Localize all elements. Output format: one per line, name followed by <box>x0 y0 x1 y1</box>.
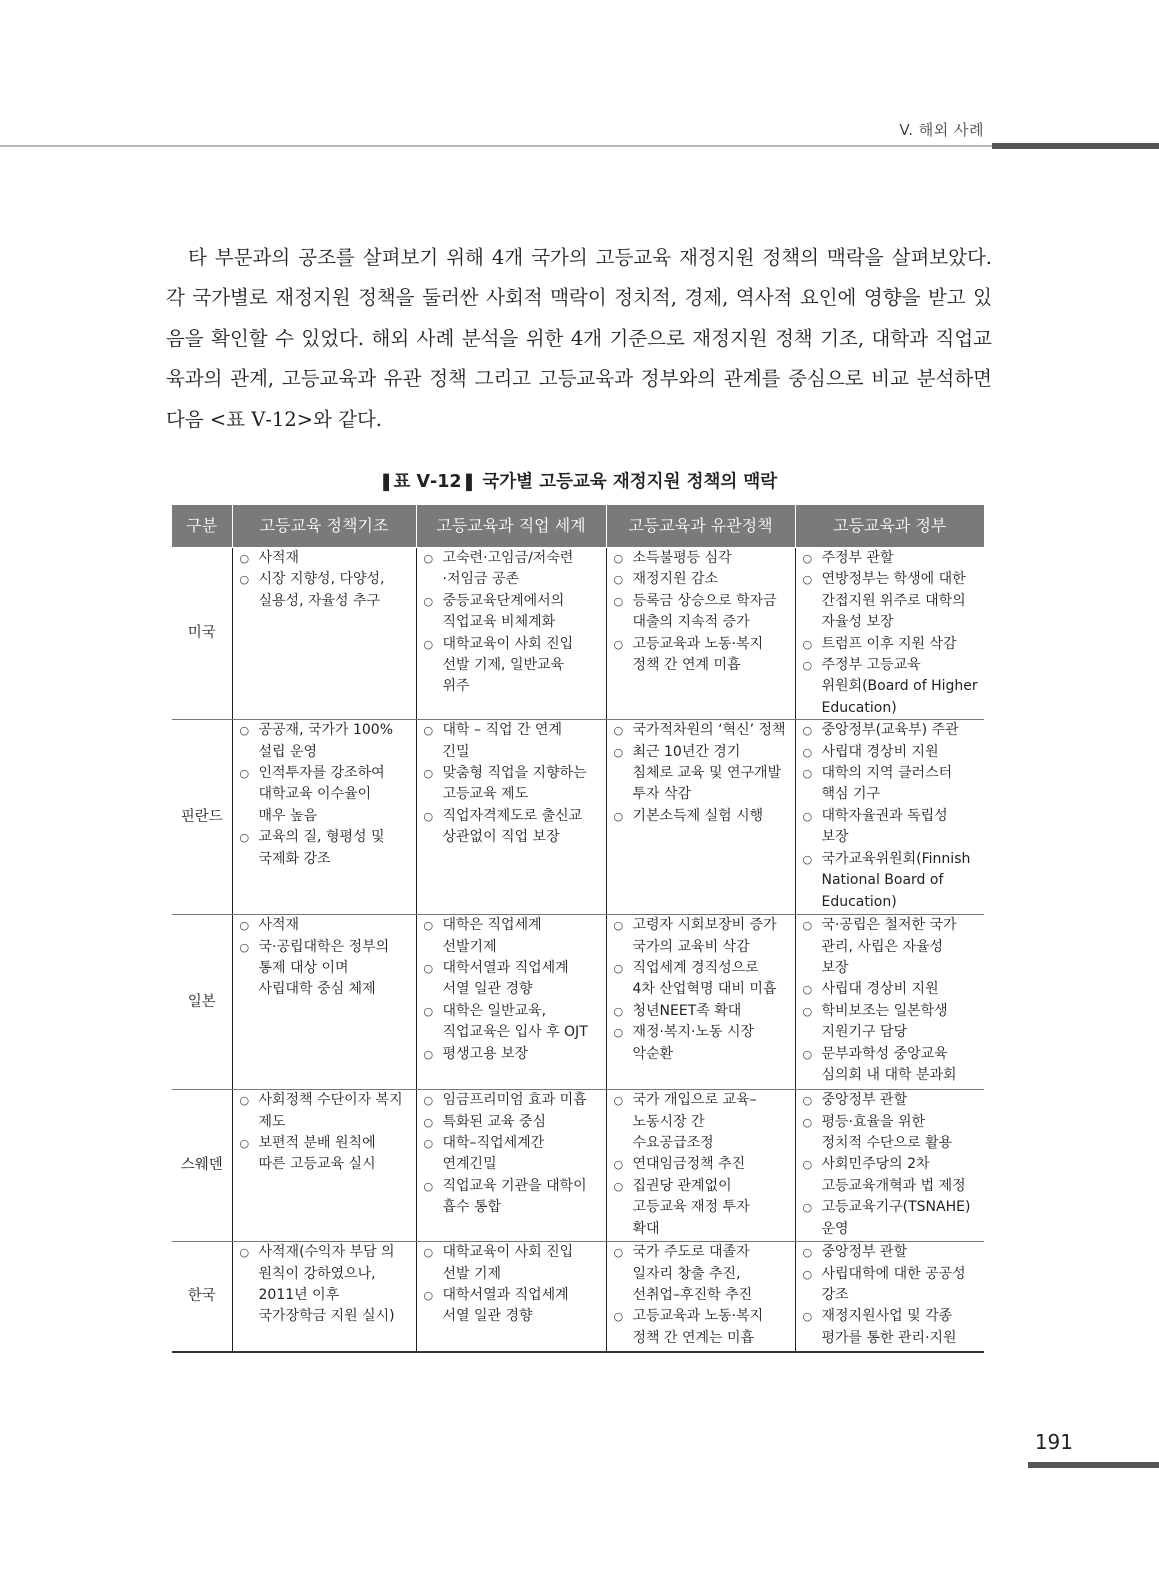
bullet-item: ○ 중등교육단계에서의 직업교육 비체계화 <box>421 591 604 634</box>
header-related-policy: 고등교육과 유관정책 <box>606 505 795 548</box>
bullet-list <box>800 915 983 1086</box>
footer-divider <box>1028 1462 1159 1468</box>
bullet-item: ○ 연대임금정책 추진 <box>611 1154 793 1175</box>
bullet-item: ○ 고등교육과 노동·복지 정책 간 연계는 미흡 <box>611 1306 793 1349</box>
bullet-item: ○ 고등교육과 노동·복지 정책 간 연계 미흡 <box>611 634 793 677</box>
bullet-list <box>800 1090 983 1240</box>
context-table-container <box>172 505 984 1353</box>
table-cell <box>606 720 795 915</box>
bullet-item: ○ 교육의 질, 형평성 및 국제화 강조 <box>237 827 414 870</box>
table-cell <box>232 1242 416 1352</box>
table-caption: ❚표 Ⅴ-12❚ 국가별 고등교육 재정지원 정책의 맥락 <box>378 472 778 492</box>
bullet-item: ○ 사립대 경상비 지원 <box>800 742 983 763</box>
bullet-item: ○ 사회민주당의 2차 고등교육개혁과 법 제정 <box>800 1154 983 1197</box>
bullet-item: ○ 사적재 <box>237 548 414 569</box>
bullet-item: ○ 등록금 상승으로 학자금 대출의 지속적 증가 <box>611 591 793 634</box>
bullet-item: ○ 대학교육이 사회 진입 선발 기제 <box>421 1242 604 1285</box>
bullet-item: ○ 주정부 고등교육 위원회(Board of Higher Education) <box>800 655 983 719</box>
bullet-item: ○ 소득불평등 심각 <box>611 548 793 569</box>
table-cell <box>795 1242 984 1352</box>
bullet-item: ○ 임금프리미엄 효과 미흡 <box>421 1090 604 1111</box>
table-cell <box>795 915 984 1090</box>
header-divider-accent <box>992 143 1159 149</box>
table-cell <box>606 1090 795 1242</box>
bullet-item: ○ 시장 지향성, 다양성, 실용성, 자율성 추구 <box>237 569 414 612</box>
bullet-list <box>237 720 414 870</box>
table-cell <box>416 720 606 915</box>
bullet-item: ○ 국·공립대학은 정부의 통제 대상 이며 사립대학 중심 체제 <box>237 937 414 1001</box>
bullet-list <box>237 1090 414 1176</box>
bullet-item: ○ 직업세계 경직성으로 4차 산업혁명 대비 미흡 <box>611 958 793 1001</box>
context-table <box>172 505 984 1353</box>
bullet-item: ○ 국가적차원의 ‘혁신’ 정책 <box>611 720 793 741</box>
bullet-item: ○ 트럼프 이후 지원 삭감 <box>800 634 983 655</box>
header-divider <box>0 145 992 147</box>
bullet-item: ○ 국·공립은 철저한 국가 관리, 사립은 자율성 보장 <box>800 915 983 979</box>
table-cell <box>416 915 606 1090</box>
bullet-item: ○ 직업교육 기관을 대학이 흡수 통합 <box>421 1176 604 1219</box>
bullet-list <box>237 548 414 612</box>
bullet-item: ○ 문부과학성 중앙교육 심의회 내 대학 분과회 <box>800 1044 983 1087</box>
table-body <box>172 548 984 1352</box>
table-cell <box>606 1242 795 1352</box>
bullet-item: ○ 사립대학에 대한 공공성 강조 <box>800 1264 983 1307</box>
table-cell <box>795 1090 984 1242</box>
bullet-item: ○ 사적재 <box>237 915 414 936</box>
bullet-item: ○ 맞춤형 직업을 지향하는 고등교육 제도 <box>421 763 604 806</box>
bullet-item: ○ 대학–직업세계간 연계긴밀 <box>421 1133 604 1176</box>
table-row <box>172 548 984 720</box>
table-cell <box>232 548 416 720</box>
bullet-list <box>800 1242 983 1349</box>
table-cell <box>416 1090 606 1242</box>
table-row <box>172 720 984 915</box>
table-cell <box>416 548 606 720</box>
country-cell: 핀란드 <box>172 720 232 915</box>
bullet-item: ○ 대학서열과 직업세계 서열 일관 경향 <box>421 958 604 1001</box>
header-category: 구분 <box>172 505 232 548</box>
bullet-item: ○ 평등·효율을 위한 정치적 수단으로 활용 <box>800 1112 983 1155</box>
bullet-list <box>421 1242 604 1328</box>
intro-paragraph: 타 부문과의 공조를 살펴보기 위해 4개 국가의 고등교육 재정지원 정책의 맥락을 살펴보았다. 각 국가별로 재정지원 정책을 둘러싼 사회적 맥락이 정치적, 경제, 역사적 요인에 영향을 받고 있음을 확인할 수 있었다. 해외 사례 분석을 위한 4개 기준으로 재정지원 정책 기조, 대학과 직업교육과의 관계, 고등교육과 유관 정책 그리고 고등교육과 정부와의 관계를 중심으로 비교 분석하면 다음 <표 Ⅴ-12>와 같다. <box>166 245 992 431</box>
bullet-item: ○ 국가교육위원회(Finnish National Board of Education) <box>800 849 983 913</box>
table-cell <box>795 548 984 720</box>
bullet-item: ○ 대학 – 직업 간 연계 긴밀 <box>421 720 604 763</box>
header-policy-basis: 고등교육 정책기조 <box>232 505 416 548</box>
country-cell: 일본 <box>172 915 232 1090</box>
bullet-item: ○ 재정·복지·노동 시장 악순환 <box>611 1022 793 1065</box>
bullet-list <box>611 915 793 1065</box>
bullet-item: ○ 고등교육기구(TSNAHE)운영 <box>800 1197 983 1240</box>
bullet-list <box>611 1242 793 1349</box>
table-cell <box>232 1090 416 1242</box>
country-cell: 스웨덴 <box>172 1090 232 1242</box>
bullet-list <box>421 1090 604 1218</box>
bullet-item: ○ 국가 개입으로 교육– 노동시장 간 수요공급조정 <box>611 1090 793 1154</box>
bullet-item: ○ 사적재(수익자 부담 의 원칙이 강하였으나, 2011년 이후 국가장학금 지원 실시) <box>237 1242 414 1328</box>
bullet-list <box>800 720 983 913</box>
table-cell <box>606 548 795 720</box>
bullet-item: ○ 기본소득제 실험 시행 <box>611 806 793 827</box>
bullet-list <box>611 548 793 676</box>
bullet-list <box>237 915 414 1001</box>
bullet-item: ○ 연방정부는 학생에 대한 간접지원 위주로 대학의 자율성 보장 <box>800 569 983 633</box>
table-row <box>172 1242 984 1352</box>
header-work-world: 고등교육과 직업 세계 <box>416 505 606 548</box>
bullet-item: ○ 대학의 지역 클러스터 핵심 기구 <box>800 763 983 806</box>
bullet-item: ○ 고숙련·고임금/저숙련 ·저임금 공존 <box>421 548 604 591</box>
page-number: 191 <box>1034 1430 1073 1454</box>
bullet-item: ○ 중앙정부 관할 <box>800 1090 983 1111</box>
bullet-item: ○ 중앙정부 관할 <box>800 1242 983 1263</box>
bullet-item: ○ 공공재, 국가가 100% 설립 운영 <box>237 720 414 763</box>
bullet-item: ○ 평생고용 보장 <box>421 1044 604 1065</box>
table-cell <box>232 720 416 915</box>
bullet-item: ○ 대학서열과 직업세계 서열 일관 경향 <box>421 1285 604 1328</box>
bullet-list <box>421 548 604 698</box>
table-cell <box>606 915 795 1090</box>
bullet-item: ○ 집권당 관계없이 고등교육 재정 투자 확대 <box>611 1176 793 1240</box>
bullet-list <box>611 720 793 827</box>
bullet-item: ○ 대학은 일반교육, 직업교육은 입사 후 OJT <box>421 1001 604 1044</box>
bullet-item: ○ 특화된 교육 중심 <box>421 1112 604 1133</box>
bullet-item: ○ 인적투자를 강조하여 대학교육 이수율이 매우 높음 <box>237 763 414 827</box>
bullet-list <box>611 1090 793 1240</box>
bullet-item: ○ 최근 10년간 경기 침체로 교육 및 연구개발 투자 삭감 <box>611 742 793 806</box>
bullet-item: ○ 보편적 분배 원칙에 따른 고등교육 실시 <box>237 1133 414 1176</box>
bullet-item: ○ 학비보조는 일본학생 지원기구 담당 <box>800 1001 983 1044</box>
table-row <box>172 915 984 1090</box>
table-header-row <box>172 505 984 548</box>
bullet-item: ○ 사립대 경상비 지원 <box>800 979 983 1000</box>
bullet-item: ○ 대학자율권과 독립성 보장 <box>800 806 983 849</box>
country-cell: 미국 <box>172 548 232 720</box>
bullet-list <box>421 720 604 848</box>
bullet-list <box>421 915 604 1065</box>
bullet-item: ○ 대학교육이 사회 진입 선발 기제, 일반교육 위주 <box>421 634 604 698</box>
bullet-item: ○ 청년NEET족 확대 <box>611 1001 793 1022</box>
bullet-item: ○ 대학은 직업세계 선발기제 <box>421 915 604 958</box>
bullet-item: ○ 주정부 관할 <box>800 548 983 569</box>
country-cell: 한국 <box>172 1242 232 1352</box>
bullet-item: ○ 재정지원 감소 <box>611 569 793 590</box>
bullet-item: ○ 직업자격제도로 출신교 상관없이 직업 보장 <box>421 806 604 849</box>
table-cell <box>416 1242 606 1352</box>
bullet-item: ○ 재정지원사업 및 각종 평가를 통한 관리·지원 <box>800 1306 983 1349</box>
bullet-list <box>237 1242 414 1328</box>
header-government: 고등교육과 정부 <box>795 505 984 548</box>
bullet-item: ○ 중앙정부(교육부) 주관 <box>800 720 983 741</box>
bullet-list <box>800 548 983 719</box>
bullet-item: ○ 국가 주도로 대졸자 일자리 창출 추진, 선취업–후진학 추진 <box>611 1242 793 1306</box>
bullet-item: ○ 고령자 시회보장비 증가 국가의 교육비 삭감 <box>611 915 793 958</box>
table-cell <box>232 915 416 1090</box>
bullet-item: ○ 사회정책 수단이자 복지 제도 <box>237 1090 414 1133</box>
running-header: V. 해외 사례 <box>899 121 984 139</box>
table-row <box>172 1090 984 1242</box>
table-cell <box>795 720 984 915</box>
